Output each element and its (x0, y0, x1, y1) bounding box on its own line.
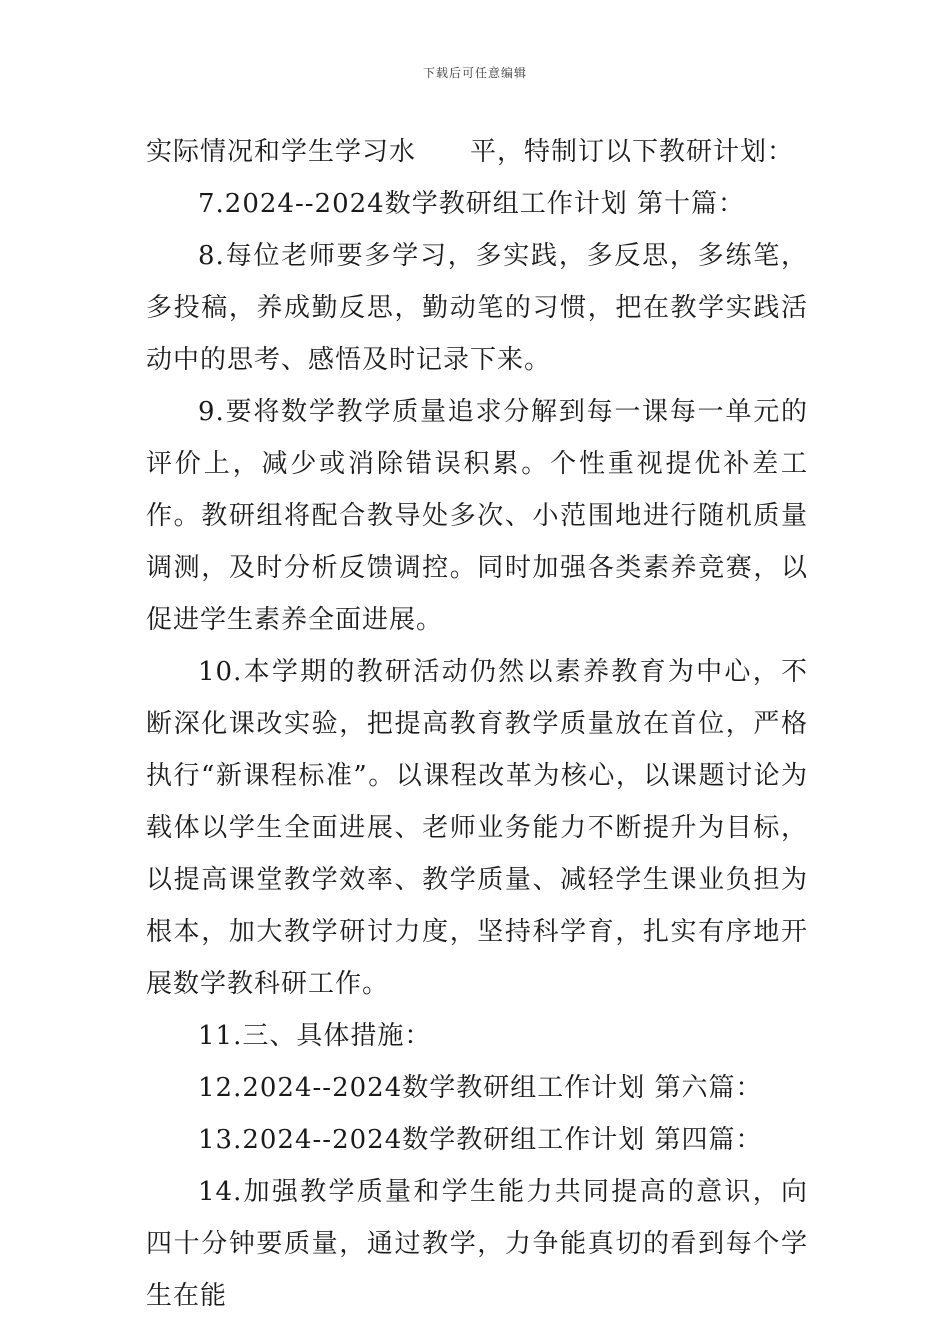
paragraph-item-12: 12.2024--2024数学教研组工作计划 第六篇： (198, 1073, 763, 1103)
paragraph-item-10: 10.本学期的教研活动仍然以素养教育为中心，不断深化课改实验，把提高教育教学质量放在首位，严格执行“新课程标准”。以课程改革为核心，以课题讨论为载体以学生全面进展、老师业务能力不断提升为目标，以提高课堂教学效率、教学质量、减轻学生课业负担为根本，加大教学研讨力度，坚持科学育，扎实有序地开展数学教科研工作。 (146, 657, 808, 999)
paragraph-continuation: 实际情况和学生学习水 平，特制订以下教研计划： (146, 137, 795, 167)
paragraph-item-8: 8.每位老师要多学习，多实践，多反思，多练笔，多投稿，养成勤反思，勤动笔的习惯，把在教学实践活动中的思考、感悟及时记录下来。 (146, 241, 808, 375)
document-body (146, 126, 808, 1322)
paragraph-item-11: 11.三、具体措施： (198, 1021, 432, 1051)
paragraph-item-13: 13.2024--2024数学教研组工作计划 第四篇： (198, 1125, 763, 1155)
paragraph-item-9: 9.要将数学教学质量追求分解到每一课每一单元的评价上，减少或消除错误积累。个性重视提优补差工作。教研组将配合教导处多次、小范围地进行随机质量调测，及时分析反馈调控。同时加强各类素养竞赛，以促进学生素养全面进展。 (146, 397, 808, 635)
page-header: 下载后可任意编辑 (422, 66, 527, 80)
paragraph-item-14: 14.加强教学质量和学生能力共同提高的意识，向四十分钟要质量，通过教学，力争能真切的看到每个学生在能 (146, 1177, 808, 1311)
paragraph-item-7: 7.2024--2024数学教研组工作计划 第十篇： (198, 189, 745, 219)
